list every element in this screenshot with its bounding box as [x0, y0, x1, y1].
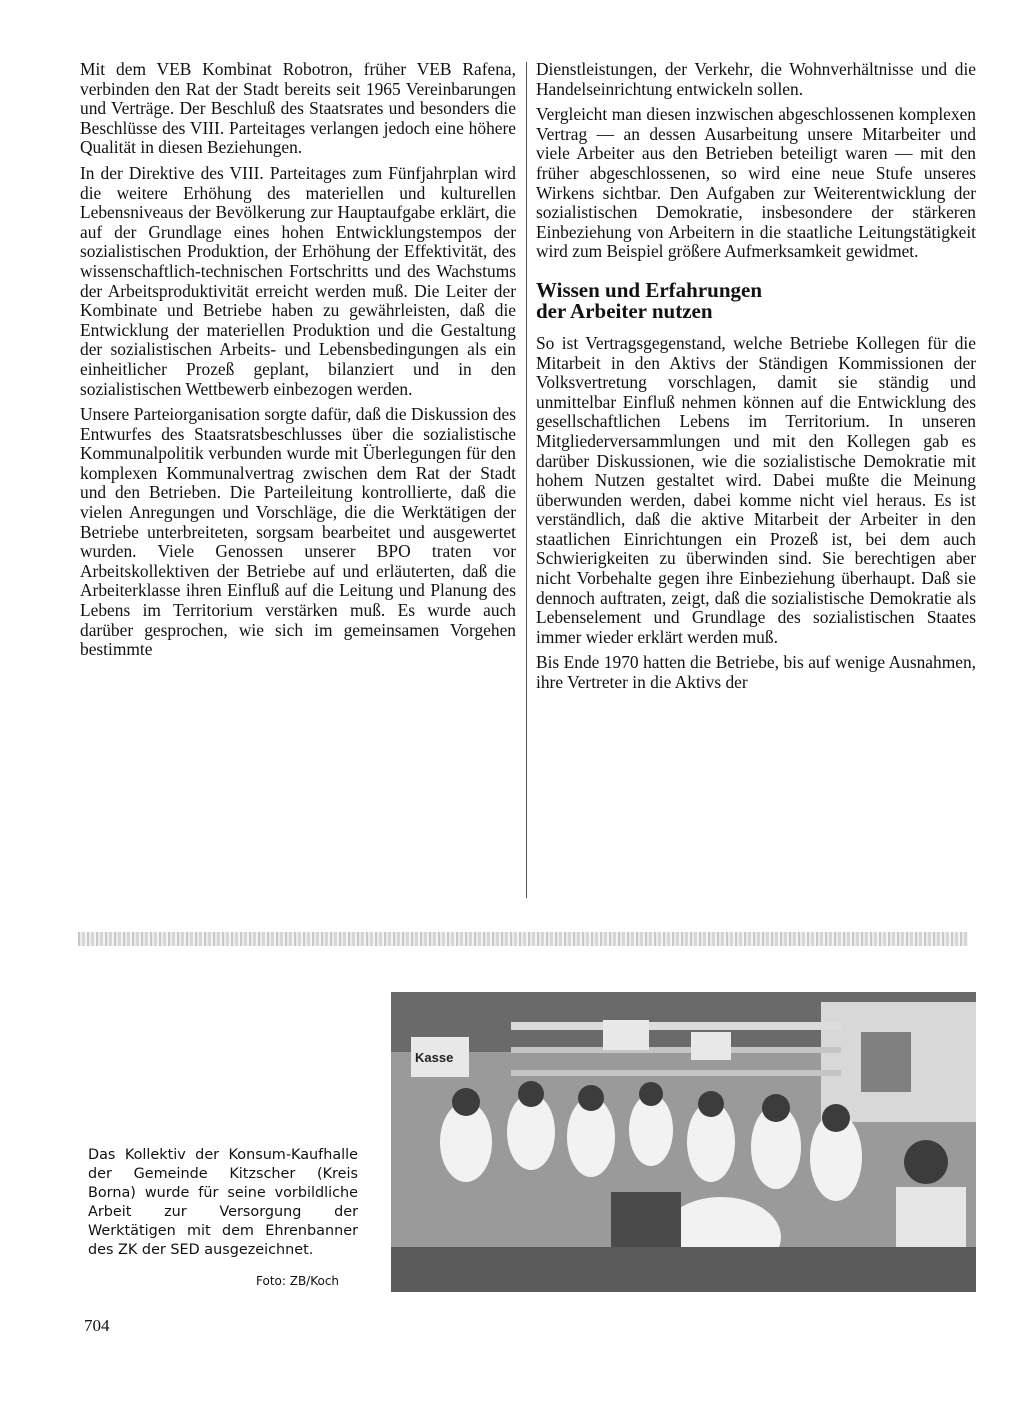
- section-heading: [536, 277, 976, 323]
- paragraph: Vergleicht man diesen inzwischen abgeschlossenen komplexen Vertrag — an dessen Ausarbeitung unsere Mitarbeiter und viele Arbeiter aus den Betrieben beteiligt waren — mit den früher abgeschlossenen, so wird eine neue Stufe unseres Wirkens sichtbar. Den Aufgaben zur Weiterentwicklung der sozialistischen Demokratie, insbesondere der stärkeren Einbeziehung von Arbeitern in die staatliche Leitungstätigkeit wird zum Beispiel größere Aufmerksamkeit gewidmet.: [536, 104, 976, 262]
- section-heading-line: der Arbeiter nutzen: [536, 298, 713, 323]
- right-column: [536, 60, 976, 699]
- section-heading-line: Wissen und Erfahrungen: [536, 277, 763, 302]
- paragraph: In der Direktive des VIII. Parteitages zum Fünfjahrplan wird die weitere Erhöhung des materiellen und kulturellen Lebensniveaus der Bevölkerung zur Hauptaufgabe erklärt, die auf der Grundlage eines hohen Entwicklungstempos der sozialistischen Produktion, der Erhöhung der Effektivität, des wissenschaftlich-technischen Fortschritts und des Wachstums der Arbeitsproduktivität erreicht werden muß. Die Leiter der Kombinate und Betriebe haben zu gewährleisten, daß die Entwicklung der materiellen Produktion und die Gestaltung der sozialistischen Arbeits- und Lebensbedingungen als ein einheitlicher Prozeß geplant, bilanziert und in den sozialistischen Wettbewerb einbezogen werden.: [80, 162, 516, 399]
- left-column: [80, 60, 516, 666]
- photo-caption: Das Kollektiv der Konsum-Kaufhalle der Gemeinde Kitzscher (Kreis Borna) wurde für seine vorbildliche Arbeit zur Versorgung der Werktätigen mit dem Ehrenbanner des ZK der SED ausgezeichnet.: [88, 1147, 358, 1258]
- column-rule: [526, 62, 527, 898]
- paragraph: Dienstleistungen, der Verkehr, die Wohnverhältnisse und die Handelseinrichtung entwickeln sollen.: [536, 59, 976, 99]
- page-number: 704: [84, 1316, 110, 1335]
- paragraph: Unsere Parteiorganisation sorgte dafür, daß die Diskussion des Entwurfes des Staatsratsbeschlusses über die sozialistische Kommunalpolitik verbunden wurde mit Überlegungen für den komplexen Kommunalvertrag zwischen dem Rat der Stadt und den Betrieben. Die Parteileitung kontrollierte, daß die vielen Anregungen und Vorschläge, die die Werktätigen der Betriebe unterbreiteten, sorgsam bearbeitet und ausgewertet wurden. Viele Genossen unserer BPO traten vor Arbeitskollektiven der Betriebe auf und erläuterten, daß die Arbeiterklasse ihren Einfluß auf die Leitung und Planung des Lebens im Territorium verstärken muß. Es wurde auch darüber gesprochen, wie sich im gemeinsamen Vorgehen bestimmte: [80, 404, 516, 660]
- photo-illustration: [391, 992, 976, 1292]
- paragraph: Mit dem VEB Kombinat Robotron, früher VEB Rafena, verbinden den Rat der Stadt bereits seit 1965 Vereinbarungen und Verträge. Der Beschluß des Staatsrates und besonders die Beschlüsse des VIII. Parteitages verlangen jedoch eine höhere Qualität in diesen Beziehungen.: [80, 59, 516, 158]
- paragraph: So ist Vertragsgegenstand, welche Betriebe Kollegen für die Mitarbeit in den Aktivs der Ständigen Kommissionen der Volksvertretung vorschlagen, damit sie ständig und unmittelbar Einfluß nehmen können auf die Entwicklung des gesellschaftlichen Lebens im Territorium. In unseren Mitgliederversammlungen und mit den Kollegen gab es darüber Diskussionen, wie die sozialistische Demokratie mit hohem Nutzen gestaltet wird. Dabei mußte die Meinung überwunden werden, dabei komme nicht viel heraus. Es ist verständlich, daß die aktive Mitarbeit der Arbeiter in den staatlichen Einrichtungen ein Prozeß ist, bei dem auch Schwierigkeiten zu überwinden sind. Sie berechtigen aber nicht Vorbehalte gegen ihre Einbeziehung überhaupt. Daß sie dennoch auftraten, zeigt, daß die sozialistische Demokratie als Lebenselement und Grundlage des sozialistischen Staates immer wieder erklärt werden muß.: [536, 332, 976, 647]
- sign-text: Kasse: [415, 1050, 454, 1065]
- paragraph: Bis Ende 1970 hatten die Betriebe, bis auf wenige Ausnahmen, ihre Vertreter in die Aktivs der: [536, 652, 976, 693]
- store-team-photo: [391, 992, 976, 1292]
- halftone-divider: [78, 932, 968, 946]
- photo-credit: Foto: ZB/Koch: [256, 1274, 340, 1288]
